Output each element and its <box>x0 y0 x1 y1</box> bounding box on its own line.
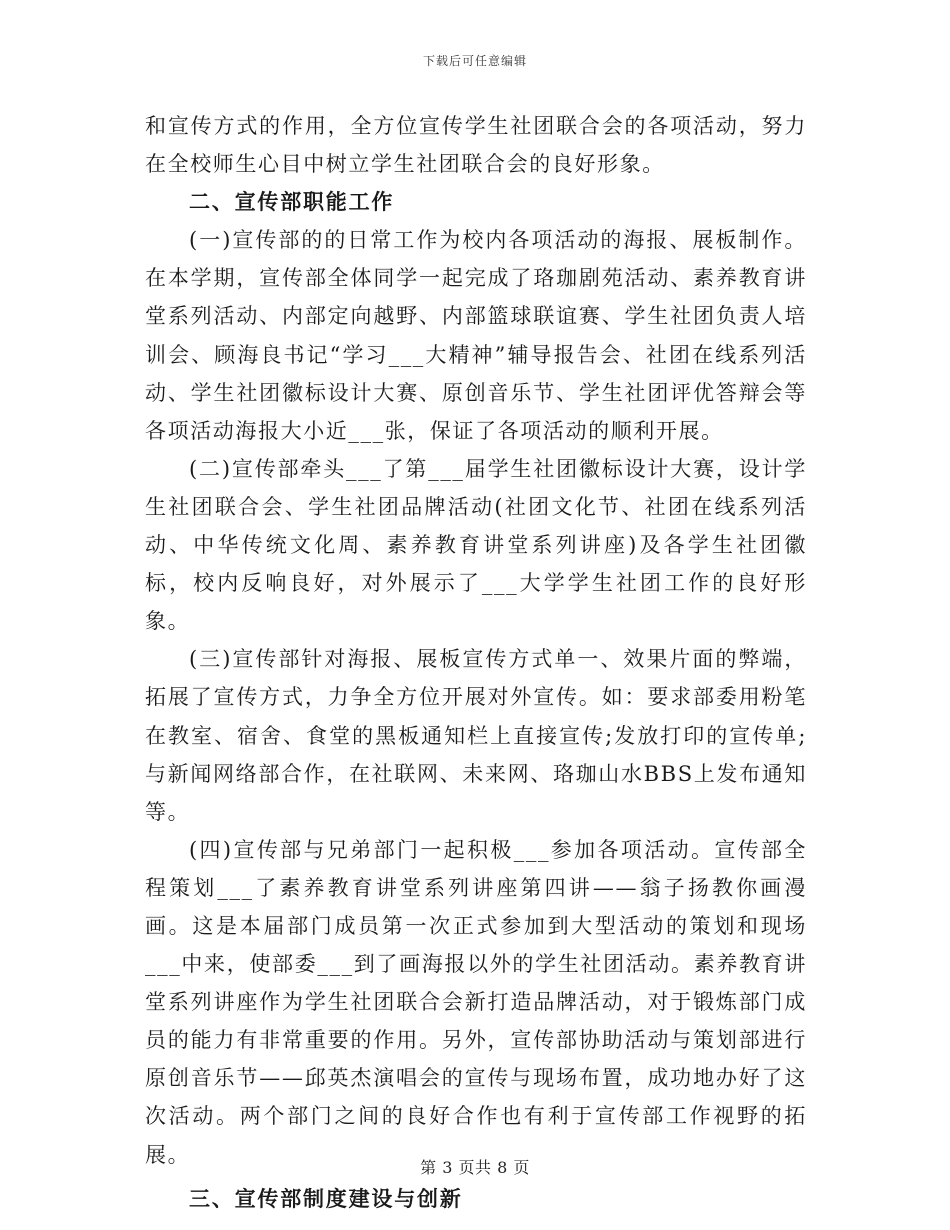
paragraph-item-4: (四)宣传部与兄弟部门一起积极___参加各项活动。宣传部全程策划___了素养教育讲堂系列讲座第四讲——翁子扬教你画漫画。这是本届部门成员第一次正式参加到大型活动的策划和现场___中来，使部委___到了画海报以外的学生社团活动。素养教育讲堂系列讲座作为学生社团联合会新打造品牌活动，对于锻炼部门成员的能力有非常重要的作用。另外，宣传部协助活动与策划部进行原创音乐节——邱英杰演唱会的宣传与现场布置，成功地办好了这次活动。两个部门之间的良好合作也有利于宣传部工作视野的拓展。 <box>145 837 807 1167</box>
paragraph-item-3: (三)宣传部针对海报、展板宣传方式单一、效果片面的弊端，拓展了宣传方式，力争全方位开展对外宣传。如：要求部委用粉笔在教室、宿舍、食堂的黑板通知栏上直接宣传;发放打印的宣传单;与新闻网络部合作，在社联网、未来网、珞珈山水BBS上发布通知等。 <box>145 647 807 824</box>
document-body <box>145 107 807 1218</box>
paragraph-continuation: 和宣传方式的作用，全方位宣传学生社团联合会的各项活动，努力在全校师生心目中树立学生社团联合会的良好形象。 <box>145 114 807 177</box>
section-heading-2: 二、宣传部职能工作 <box>189 190 395 215</box>
page-header-note: 下载后可任意编辑 <box>422 54 527 68</box>
section-heading-3: 三、宣传部制度建设与创新 <box>189 1186 463 1211</box>
paragraph-item-2: (二)宣传部牵头___了第___届学生社团徽标设计大赛，设计学生社团联合会、学生社团品牌活动(社团文化节、社团在线系列活动、中华传统文化周、素养教育讲堂系列讲座)及各学生社团徽标，校内反响良好，对外展示了___大学学生社团工作的良好形象。 <box>145 456 807 634</box>
page-number: 第 3 页共 8 页 <box>420 1158 530 1177</box>
paragraph-item-1: (一)宣传部的的日常工作为校内各项活动的海报、展板制作。在本学期，宣传部全体同学一起完成了珞珈剧苑活动、素养教育讲堂系列活动、内部定向越野、内部篮球联谊赛、学生社团负责人培训会、顾海良书记“学习___大精神”辅导报告会、社团在线系列活动、学生社团徽标设计大赛、原创音乐节、学生社团评优答辩会等各项活动海报大小近___张，保证了各项活动的顺利开展。 <box>145 228 807 443</box>
